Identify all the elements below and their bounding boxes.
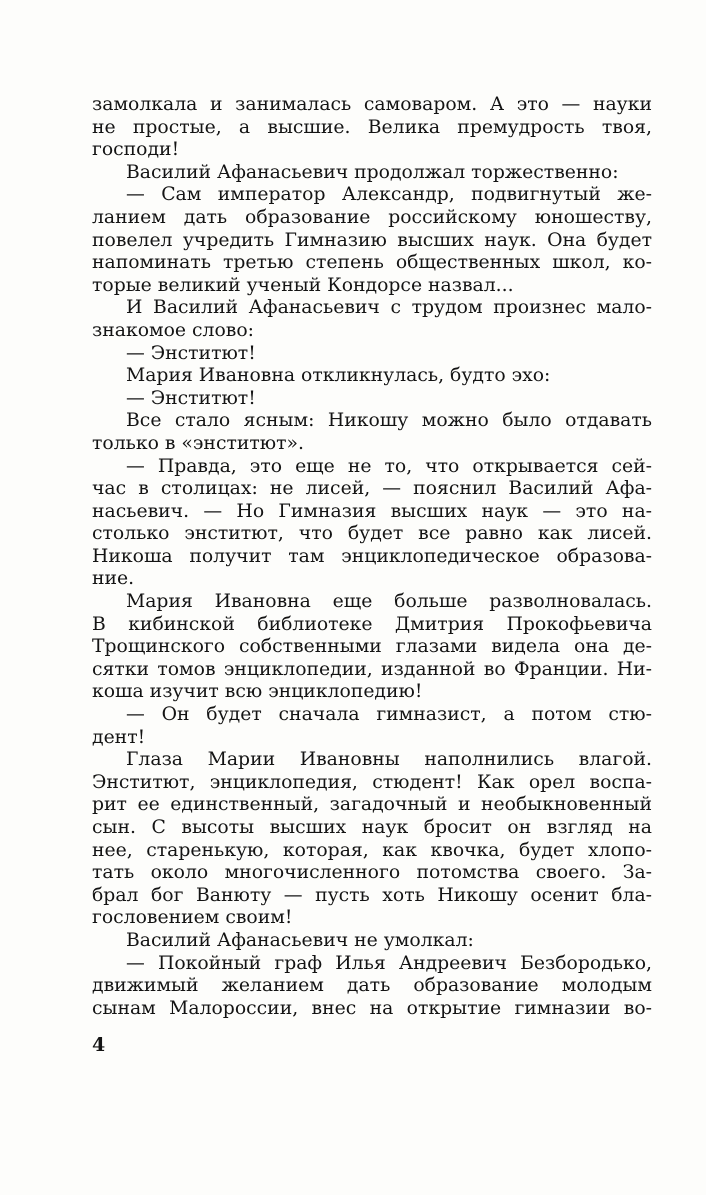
text-line: ние.: [92, 568, 135, 590]
text-line: Никоша получит там энциклопедическое образова-: [92, 545, 652, 567]
page-number: 4: [92, 1034, 106, 1056]
text-line: ланием дать образование российскому юношеству,: [92, 206, 652, 228]
text-line: — Правда, это еще не то, что открывается сей-: [126, 455, 652, 477]
text-line: — Он будет сначала гимназист, а потом стю-: [126, 704, 652, 726]
text-line: господи!: [92, 139, 180, 161]
text-line: — Сам император Александр, подвигнутый же-: [126, 184, 652, 206]
text-line: Василий Афанасьевич не умолкал:: [126, 929, 474, 951]
text-line: насьевич. — Но Гимназия высших наук — это на-: [92, 500, 652, 522]
text-line: знакомое слово:: [92, 319, 254, 341]
text-line: Василий Афанасьевич продолжал торжественно:: [126, 161, 619, 183]
text-line: только в «энститют».: [92, 432, 304, 454]
text-line: Мария Ивановна откликнулась, будто эхо:: [126, 365, 551, 387]
text-line: повелел учредить Гимназию высших наук. Она будет: [92, 229, 652, 251]
text-line: замолкала и занималась самоваром. А это — науки: [92, 94, 652, 115]
text-line: гословением своим!: [92, 907, 293, 929]
text-line: И Василий Афанасьевич с трудом произнес мало-: [126, 297, 652, 319]
text-line: сятки томов энциклопедии, изданной во Франции. Ни-: [92, 658, 652, 680]
text-line: Трощинского собственными глазами видела она де-: [92, 636, 652, 658]
text-line: — Энститют!: [126, 342, 256, 364]
text-line: Мария Ивановна еще больше разволновалась.: [126, 591, 652, 613]
text-line: Энститют, энциклопедия, стюдент! Как орел воспа-: [92, 771, 652, 793]
page-text: [92, 94, 652, 1020]
text-line: Все стало ясным: Никошу можно было отдавать: [126, 410, 652, 432]
text-line: движимый желанием дать образование молодым: [92, 975, 652, 997]
text-line: тать около многочисленного потомства своего. За-: [92, 862, 652, 884]
text-line: нее, старенькую, которая, как квочка, будет хлопо-: [92, 839, 652, 861]
text-line: торые великий ученый Кондорсе назвал...: [92, 274, 514, 296]
text-line: брал бог Ванюту — пусть хоть Никошу осенит бла-: [92, 884, 652, 906]
text-line: сын. С высоты высших наук бросит он взгляд на: [92, 817, 652, 838]
text-line: коша изучит всю энциклопедию!: [92, 681, 423, 703]
text-line: В кибинской библиотеке Дмитрия Прокофьевича: [92, 613, 652, 635]
text-line: дент!: [92, 726, 146, 748]
text-line: сынам Малороссии, внес на открытие гимназии во-: [92, 997, 652, 1019]
text-line: не простые, а высшие. Велика премудрость твоя,: [92, 116, 652, 138]
text-line: Глаза Марии Ивановны наполнились влагой.: [126, 749, 652, 771]
text-line: — Покойный граф Илья Андреевич Безбородько,: [126, 952, 652, 974]
text-line: напоминать третью степень общественных школ, ко-: [92, 252, 652, 274]
text-line: столько энститют, что будет все равно как лисей.: [92, 523, 652, 545]
text-line: час в столицах: не лисей, — пояснил Василий Афа-: [92, 478, 652, 500]
text-line: рит ее единственный, загадочный и необыкновенный: [92, 794, 652, 816]
text-line: — Энститют!: [126, 387, 256, 409]
